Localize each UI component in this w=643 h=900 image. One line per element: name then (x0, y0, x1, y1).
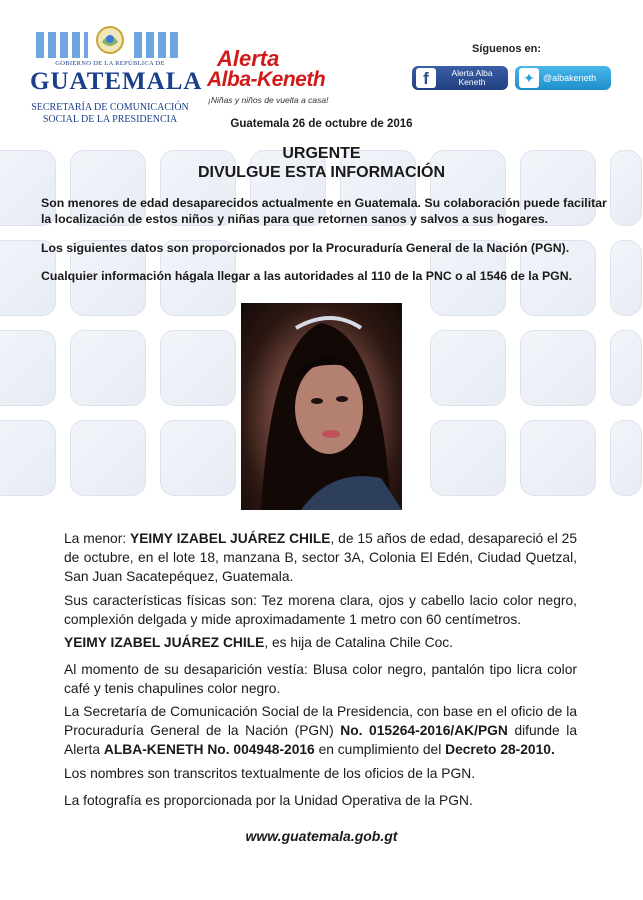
coat-of-arms-icon (92, 22, 128, 58)
headline-divulgue: DIVULGUE ESTA INFORMACIÓN (197, 164, 446, 181)
body-paragraph-7: La fotografía es proporcionada por la Unidad Operativa de la PGN. (64, 793, 473, 808)
alba-keneth-logo (205, 46, 340, 112)
secretaria-line-1: SECRETARÍA DE COMUNICACIÓN (31, 102, 189, 113)
flag-stripes-right (130, 32, 182, 58)
body-paragraph-6: Los nombres son transcritos textualmente de los oficios de la PGN. (64, 766, 476, 781)
facebook-icon: f (416, 68, 436, 88)
body-paragraph-1: La menor: YEIMY IZABEL JUÁREZ CHILE, de 15 años de edad, desapareció el 25 de octubre, en el lote 18, manzana B, sector 3A, Colonia El Edén, Ciudad Quetzal, San Juan Sacatepéquez, Guatemala. (64, 531, 577, 584)
portrait-illustration (241, 303, 402, 510)
headline-urgent: URGENTE (282, 145, 361, 162)
footer-website-link[interactable]: www.guatemala.gob.gt (245, 828, 398, 844)
gov-small-text: GOBIERNO DE LA REPÚBLICA DE (55, 60, 165, 67)
alba-keneth-text: Alba-Keneth (207, 68, 326, 91)
missing-person-name: YEIMY IZABEL JUÁREZ CHILE (130, 531, 331, 546)
body-paragraph-2: Sus características físicas son: Tez morena clara, ojos y cabello lacio color negro, complexión delgada y mide aproximadamente 1 metro con 60 centímetros. (64, 593, 577, 627)
twitter-label: @albakeneth (543, 73, 597, 83)
twitter-button[interactable] (515, 66, 611, 90)
intro-paragraph-3: Cualquier información hágala llegar a las autoridades al 110 de la PNC o al 1546 de la PGN. (41, 269, 573, 283)
secretaria-line-2: SOCIAL DE LA PRESIDENCIA (42, 114, 178, 125)
body-paragraph-3: YEIMY IZABEL JUÁREZ CHILE, es hija de Catalina Chile Coc. (64, 635, 454, 650)
guatemala-government-logo (30, 22, 203, 132)
headline (0, 144, 643, 182)
alba-alerta-text: Alerta (217, 46, 280, 71)
publication-date: Guatemala 26 de octubre de 2016 (230, 118, 413, 130)
twitter-bird-icon: ✦ (519, 68, 539, 88)
gov-country-name: GUATEMALA (30, 68, 203, 95)
intro-paragraph-1: Son menores de edad desaparecidos actualmente en Guatemala. Su colaboración puede facilitar la localización de estos niños y niñas para que retornen sanos y salvos a sus hogares. (41, 196, 607, 226)
follow-label: Síguenos en: (472, 43, 542, 55)
missing-person-photo (241, 303, 402, 510)
body-paragraph-4: Al momento de su desaparición vestía: Blusa color negro, pantalón tipo licra color café y tenis chapulines color negro. (64, 662, 577, 696)
facebook-button[interactable] (412, 66, 508, 90)
flag-stripes-left (36, 32, 88, 58)
intro-paragraph-2: Los siguientes datos son proporcionados por la Procuraduría General de la Nación (PGN). (41, 241, 570, 255)
alba-tagline: ¡Niñas y niños de vuelta a casa! (208, 95, 329, 105)
missing-person-name-2: YEIMY IZABEL JUÁREZ CHILE (64, 635, 265, 650)
facebook-label: Alerta Alba Keneth (451, 68, 493, 87)
body-paragraph-5: La Secretaría de Comunicación Social de la Presidencia, con base en el oficio de la Procuraduría General de la Nación (PGN) No. 015264-2016/AK/PGN difunde la Alerta ALBA-KENETH No. 004948-2016 en cumplimiento del Decreto 28-2010. (64, 704, 577, 757)
